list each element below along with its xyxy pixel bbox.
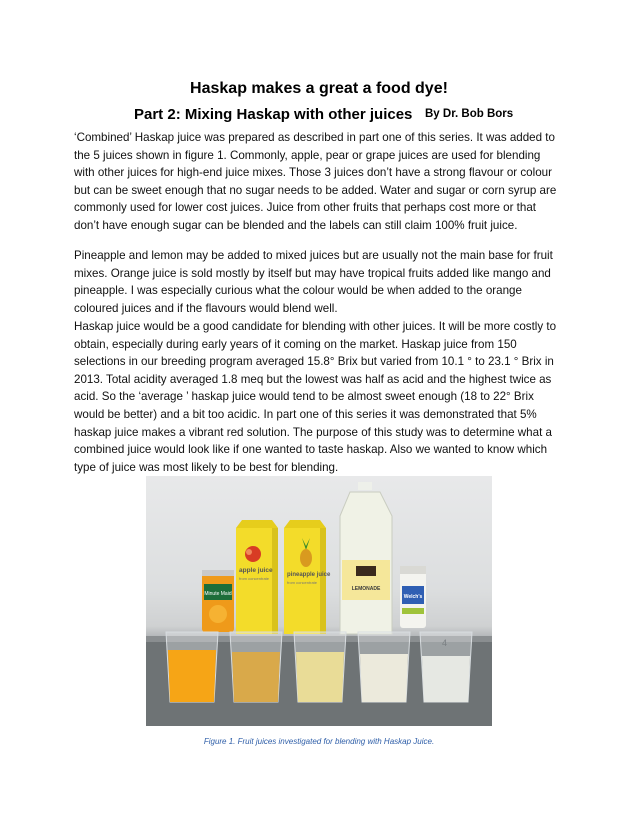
welchs-tube	[400, 566, 426, 628]
glass-apple-juice	[230, 632, 282, 702]
jug-label: LEMONADE	[351, 586, 381, 592]
glass-lemonade	[358, 632, 410, 702]
juice-photo-illustration	[146, 476, 492, 726]
carton1-title: apple juice	[239, 567, 273, 574]
glass-white-grape	[420, 632, 472, 702]
paragraph-1: ‘Combined’ Haskap juice was prepared as described in part one of this series. It was added to the 5 juices shown in figure 1. Commonly, apple, pear or grape juices are used for blending with other juices for high-end juice mixes. Those 3 juices don’t have a strong flavour or colour but can be sweet enough that no sugar needs to be added. Water and sugar or corn syrup are commonly used for lower cost juices. Juice from other fruits that perhaps cost more or that don’t have enough sugar can be blended and the labels can still claim 100% fruit juice.	[74, 131, 557, 232]
glass-number-label: 4	[442, 638, 448, 648]
juice-photo	[146, 476, 492, 726]
author-byline: By Dr. Bob Bors	[425, 108, 514, 120]
glass-pineapple-juice	[294, 632, 346, 702]
paragraph-3: Haskap juice would be a good candidate for blending with other juices. It will be more costly to obtain, especially during early years of it coming on the market. Haskap juice from 150 selections in our breeding program averaged 15.8° Brix but varied from 10.1 ° to 23.1 ° Brix in 2013. Total acidity averaged 1.8 meq but the lowest was half as acid and the highest twice as acid. So the ‘average ’ haskap juice would tend to be almost sweet enough (18 to 22° Brix would be better) and a bit too acidic. In part one of this series it was demonstrated that 5% haskap juice makes a vibrant red solution. The purpose of this study was to determine what a combined juice would look like if one wanted to taste haskap. Also we wanted to know which type of juice was most likely to be best for blending.	[74, 320, 557, 474]
tube-label: Welch's	[403, 594, 423, 600]
glass-orange-juice	[166, 632, 218, 702]
can-label: Minute Maid	[204, 591, 232, 597]
apple-juice-carton	[236, 520, 278, 634]
carton1-sub: from concentrate	[239, 576, 270, 581]
figure-caption: Figure 1. Fruit juices investigated for blending with Haskap Juice.	[203, 737, 435, 746]
carton2-title: pineapple juice	[287, 572, 331, 578]
pineapple-juice-carton	[284, 520, 331, 634]
document-title: Haskap makes a great a food dye!	[190, 80, 448, 97]
subtitle-row	[134, 106, 514, 124]
document-subtitle: Part 2: Mixing Haskap with other juices	[134, 106, 413, 123]
carton2-sub: from concentrate	[287, 580, 318, 585]
paragraph-2: Pineapple and lemon may be added to mixed juices but are usually not the main base for fruit mixes. Orange juice is sold mostly by itself but may have tropical fruits added like mango and pineapple. I was especially curious what the colour would be when added to the orange coloured juices and if the flavours would blend well.	[74, 249, 553, 315]
orange-juice-can	[202, 570, 234, 632]
lemonade-jug	[340, 482, 392, 634]
